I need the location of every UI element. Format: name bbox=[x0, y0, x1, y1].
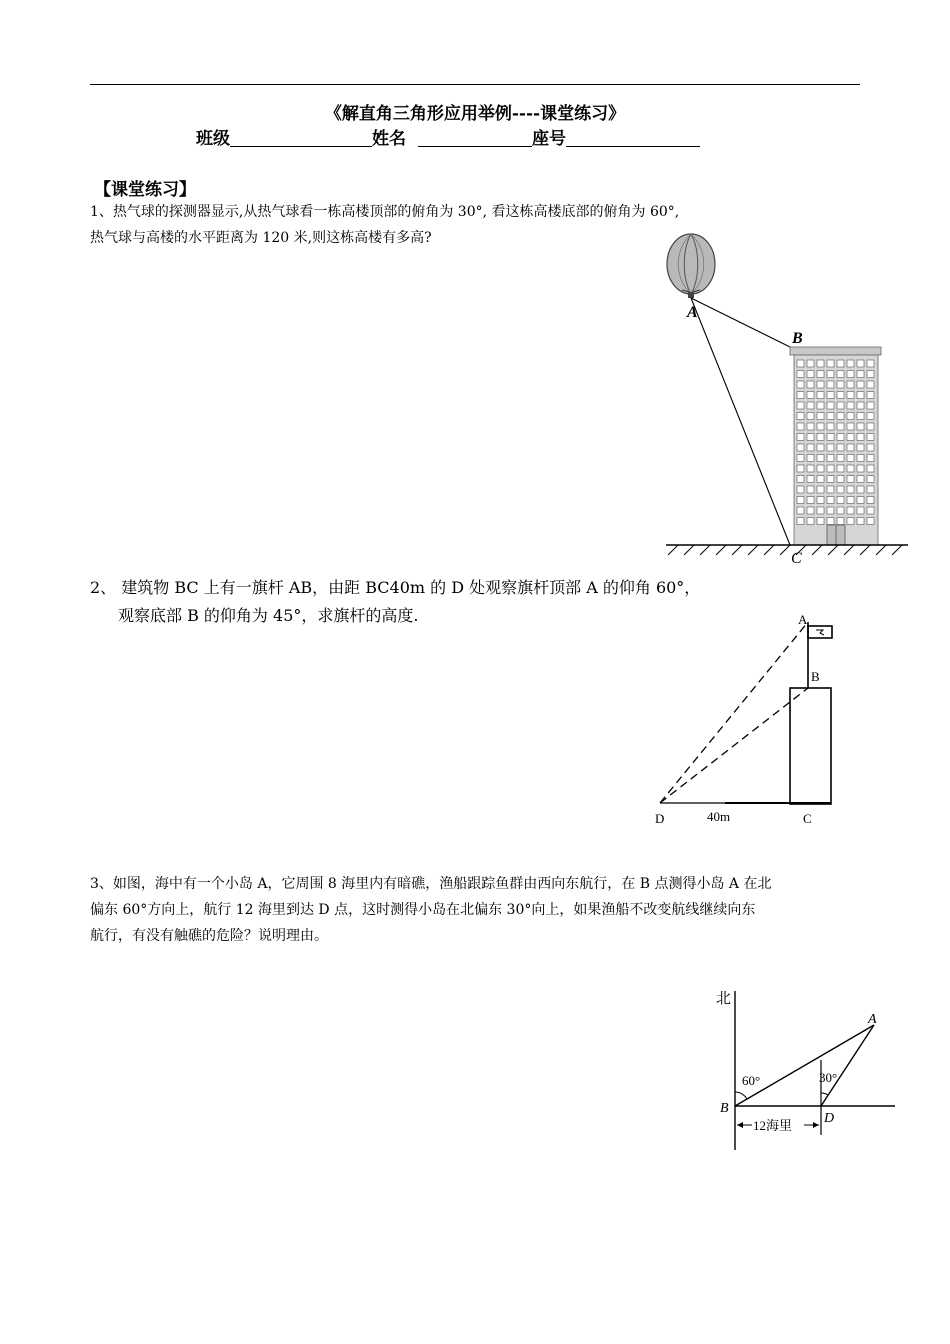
building-window bbox=[797, 371, 804, 378]
q2-distance-label: 40m bbox=[707, 809, 731, 824]
building-window bbox=[807, 507, 814, 514]
building-window bbox=[857, 360, 864, 367]
building-window bbox=[867, 381, 874, 388]
building-window bbox=[827, 402, 834, 409]
q2-label-c: C bbox=[803, 811, 812, 826]
question-3 bbox=[90, 871, 771, 949]
q1-line-1: 1、热气球的探测器显示,从热气球看一栋高楼顶部的俯角为 30°, 看这栋高楼底部的俯角为 60°, bbox=[90, 204, 680, 220]
building-window bbox=[857, 444, 864, 451]
building-window bbox=[837, 497, 844, 504]
seat-blank bbox=[566, 128, 700, 147]
building-window bbox=[857, 507, 864, 514]
question-2 bbox=[90, 574, 700, 630]
building-window bbox=[837, 402, 844, 409]
building-window bbox=[807, 371, 814, 378]
building-window bbox=[847, 392, 854, 399]
building-window bbox=[797, 444, 804, 451]
building-window bbox=[867, 434, 874, 441]
q3-distance-label: 12海里 bbox=[753, 1118, 793, 1133]
building-window bbox=[867, 413, 874, 420]
building-window bbox=[837, 434, 844, 441]
q3-angle-30: 30° bbox=[819, 1070, 838, 1085]
building-window bbox=[867, 392, 874, 399]
building-window bbox=[847, 434, 854, 441]
building-window bbox=[807, 476, 814, 483]
building-window bbox=[797, 507, 804, 514]
building-window bbox=[807, 392, 814, 399]
building-window bbox=[797, 465, 804, 472]
building-window bbox=[837, 518, 844, 525]
ground-line bbox=[666, 545, 908, 555]
building-window bbox=[827, 476, 834, 483]
building-window bbox=[847, 444, 854, 451]
q3-line-1: 3、如图，海中有一个小岛 A，它周围 8 海里内有暗礁，渔船跟踪鱼群由西向东航行，在 B 点测得小岛 A 在北 bbox=[90, 876, 772, 892]
building-window bbox=[867, 497, 874, 504]
building-rect bbox=[790, 688, 831, 804]
building-window bbox=[847, 371, 854, 378]
building-window bbox=[797, 392, 804, 399]
building-window bbox=[827, 381, 834, 388]
building-window bbox=[807, 444, 814, 451]
q3-island-figure bbox=[700, 985, 900, 1155]
building-window bbox=[857, 402, 864, 409]
building-window bbox=[837, 392, 844, 399]
building-window bbox=[837, 444, 844, 451]
building-window bbox=[797, 434, 804, 441]
building-window bbox=[837, 507, 844, 514]
q3-label-a: A bbox=[868, 1012, 877, 1027]
q2-label-a: A bbox=[798, 612, 808, 627]
building-window bbox=[857, 465, 864, 472]
building-window bbox=[827, 423, 834, 430]
building-window bbox=[847, 455, 854, 462]
building-window bbox=[837, 371, 844, 378]
building-window bbox=[867, 486, 874, 493]
q1-balloon-figure bbox=[660, 230, 920, 570]
building-window bbox=[807, 455, 814, 462]
building-window bbox=[857, 413, 864, 420]
building-window bbox=[827, 486, 834, 493]
seat-label: 座号 bbox=[532, 129, 566, 149]
q2-line-1: 2、 建筑物 BC 上有一旗杆 AB，由距 BC40m 的 D 处观察旗杆顶部 A 的仰角 60°， bbox=[90, 578, 701, 597]
building-window bbox=[867, 518, 874, 525]
building-window bbox=[857, 423, 864, 430]
q1-label-b: B bbox=[792, 330, 803, 347]
building-window bbox=[837, 486, 844, 493]
building-window bbox=[837, 381, 844, 388]
building-window bbox=[847, 423, 854, 430]
building-window bbox=[857, 497, 864, 504]
building-window bbox=[867, 444, 874, 451]
q2-flagpole-figure bbox=[650, 610, 850, 835]
building-window bbox=[817, 486, 824, 493]
building-window bbox=[837, 423, 844, 430]
building-window bbox=[867, 423, 874, 430]
building-window bbox=[847, 486, 854, 493]
building-window bbox=[847, 518, 854, 525]
building-window bbox=[847, 465, 854, 472]
building-window bbox=[797, 413, 804, 420]
q1-label-a: A bbox=[687, 304, 698, 321]
building-window bbox=[847, 507, 854, 514]
building-window bbox=[817, 413, 824, 420]
building-window bbox=[867, 455, 874, 462]
section-heading: 【课堂练习】 bbox=[94, 180, 196, 200]
building-window bbox=[807, 381, 814, 388]
building-window bbox=[797, 402, 804, 409]
building-window bbox=[817, 360, 824, 367]
building-window bbox=[837, 413, 844, 420]
building-window bbox=[797, 381, 804, 388]
q3-line-2: 偏东 60°方向上，航行 12 海里到达 D 点，这时测得小岛在北偏东 30°向上，如果渔船不改变航线继续向东 bbox=[90, 902, 756, 918]
building-window bbox=[827, 371, 834, 378]
building-window bbox=[817, 518, 824, 525]
question-1 bbox=[90, 199, 679, 251]
building-window bbox=[797, 518, 804, 525]
q2-label-b: B bbox=[811, 669, 820, 684]
building-window bbox=[857, 518, 864, 525]
q3-label-d: D bbox=[824, 1111, 835, 1126]
building-window bbox=[827, 392, 834, 399]
building-window bbox=[827, 413, 834, 420]
q2-label-d: D bbox=[655, 811, 665, 826]
building-window bbox=[817, 423, 824, 430]
building-window bbox=[817, 402, 824, 409]
name-blank bbox=[418, 128, 532, 147]
building-window bbox=[837, 465, 844, 472]
building-window bbox=[817, 465, 824, 472]
building-window bbox=[847, 381, 854, 388]
building-window bbox=[867, 360, 874, 367]
building-window bbox=[857, 381, 864, 388]
building-window bbox=[807, 360, 814, 367]
building-window bbox=[817, 371, 824, 378]
building-window bbox=[797, 486, 804, 493]
q3-label-b: B bbox=[720, 1101, 729, 1116]
building-window bbox=[857, 371, 864, 378]
building-window bbox=[807, 465, 814, 472]
building-window bbox=[867, 476, 874, 483]
building-window bbox=[817, 455, 824, 462]
building-window bbox=[797, 423, 804, 430]
building-window bbox=[797, 497, 804, 504]
building-window bbox=[817, 434, 824, 441]
building-window bbox=[817, 444, 824, 451]
building-window bbox=[867, 465, 874, 472]
building-window bbox=[817, 497, 824, 504]
building-window bbox=[807, 402, 814, 409]
building-window bbox=[797, 455, 804, 462]
building-window bbox=[857, 434, 864, 441]
building-window bbox=[827, 465, 834, 472]
tall-building-icon bbox=[790, 347, 881, 545]
building-window bbox=[817, 381, 824, 388]
building-window bbox=[857, 392, 864, 399]
building-window bbox=[807, 497, 814, 504]
building-window bbox=[827, 455, 834, 462]
building-window bbox=[847, 360, 854, 367]
building-window bbox=[837, 455, 844, 462]
building-window bbox=[837, 360, 844, 367]
building-window bbox=[837, 476, 844, 483]
building-window bbox=[807, 413, 814, 420]
class-blank bbox=[230, 128, 372, 147]
worksheet-title: 《解直角三角形应用举例----课堂练习》 bbox=[324, 104, 626, 124]
building-window bbox=[857, 455, 864, 462]
building-window bbox=[797, 476, 804, 483]
building-window bbox=[807, 434, 814, 441]
building-window bbox=[827, 518, 834, 525]
student-info-line bbox=[196, 124, 700, 149]
building-window bbox=[807, 423, 814, 430]
hot-air-balloon-icon bbox=[667, 234, 715, 298]
building-window bbox=[847, 476, 854, 483]
building-window bbox=[827, 444, 834, 451]
q1-label-c: C bbox=[791, 550, 802, 567]
building-window bbox=[847, 497, 854, 504]
class-label: 班级 bbox=[196, 129, 230, 149]
building-window bbox=[827, 507, 834, 514]
building-window bbox=[847, 413, 854, 420]
q2-line-2: 观察底部 B 的仰角为 45°，求旗杆的高度. bbox=[118, 606, 419, 625]
building-window bbox=[857, 486, 864, 493]
building-window bbox=[817, 476, 824, 483]
q3-line-3: 航行，有没有触礁的危险？说明理由。 bbox=[90, 928, 328, 944]
building-window bbox=[797, 360, 804, 367]
q1-line-2: 热气球与高楼的水平距离为 120 米,则这栋高楼有多高? bbox=[90, 230, 432, 246]
name-label: 姓名 bbox=[372, 129, 406, 149]
building-window bbox=[827, 360, 834, 367]
building-window bbox=[847, 402, 854, 409]
building-window bbox=[827, 497, 834, 504]
building-window bbox=[867, 507, 874, 514]
building-window bbox=[817, 507, 824, 514]
top-rule bbox=[90, 84, 860, 85]
building-window bbox=[807, 518, 814, 525]
building-window bbox=[867, 371, 874, 378]
q3-north-label: 北 bbox=[716, 991, 732, 1007]
building-window bbox=[857, 476, 864, 483]
flag-icon bbox=[808, 626, 832, 638]
q3-angle-60: 60° bbox=[742, 1073, 761, 1088]
building-window bbox=[827, 434, 834, 441]
building-window bbox=[817, 392, 824, 399]
building-window bbox=[807, 486, 814, 493]
building-window bbox=[867, 402, 874, 409]
